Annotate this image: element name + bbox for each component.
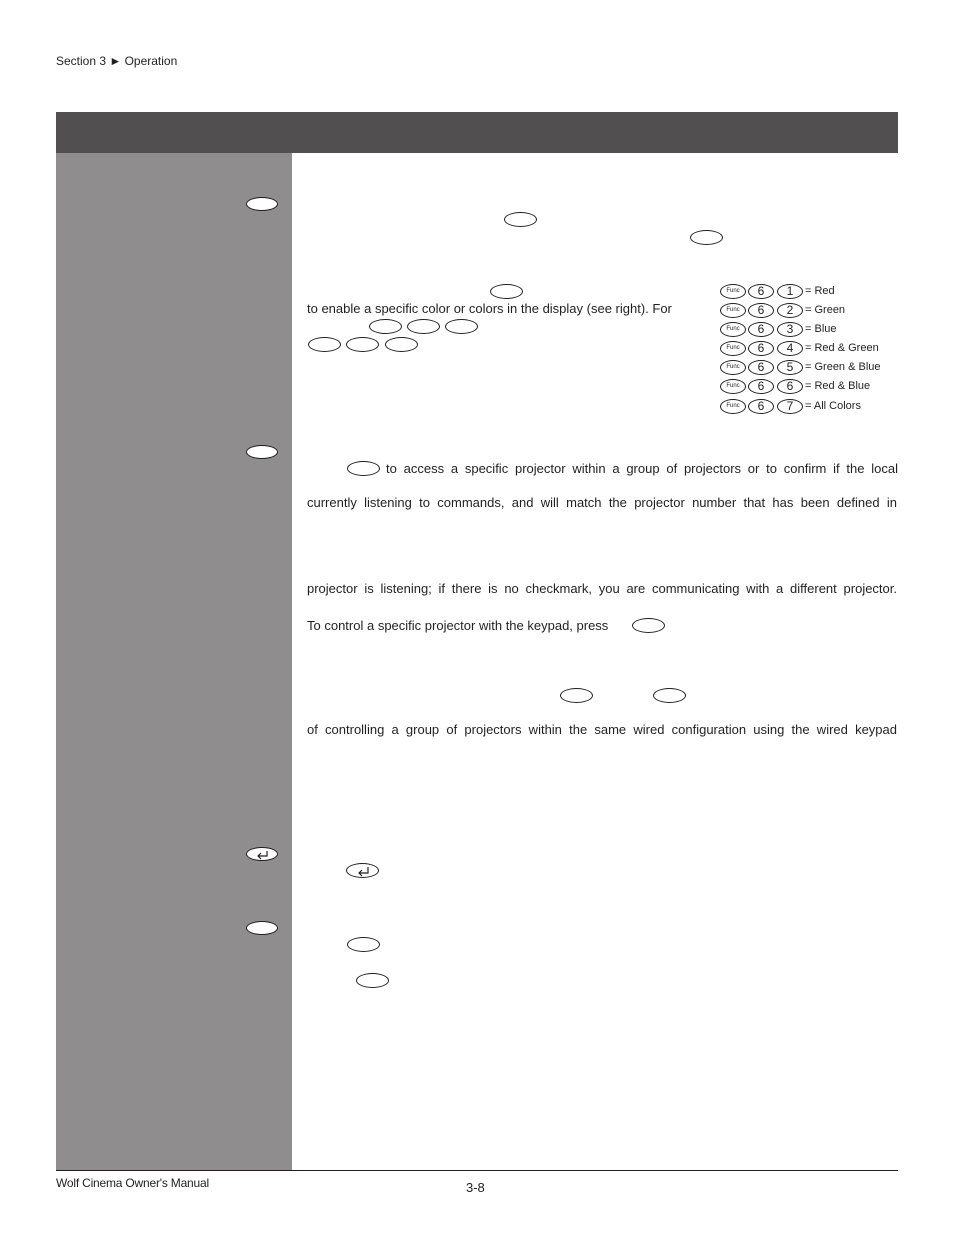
inline-key-icon — [490, 284, 523, 299]
inline-key-icon — [308, 337, 341, 352]
inline-key-icon — [445, 319, 478, 334]
inline-key-icon — [346, 337, 379, 352]
body-text-color: to enable a specific color or colors in the display (see right). For — [307, 301, 672, 316]
running-header: Section 3 ► Operation — [56, 54, 178, 68]
inline-key-icon — [369, 319, 402, 334]
number-key-icon: 6 — [777, 379, 803, 394]
footer-rule — [56, 1170, 898, 1171]
inline-key-icon — [560, 688, 593, 703]
number-key-icon: 6 — [748, 303, 774, 318]
page-number: 3-8 — [466, 1180, 485, 1195]
inline-enter-key-icon — [346, 863, 379, 878]
sidebar-column — [56, 153, 292, 1170]
body-text-projector-2: currently listening to commands, and will match the projector number that has been defined in — [307, 495, 897, 510]
func-key-icon: Func — [720, 360, 746, 375]
inline-key-icon — [653, 688, 686, 703]
inline-key-icon — [504, 212, 537, 227]
number-key-icon: 6 — [748, 399, 774, 414]
color-key-label: = Green & Blue — [805, 361, 881, 373]
func-key-icon: Func — [720, 284, 746, 299]
number-key-icon: 6 — [748, 360, 774, 375]
color-key-label: = Green — [805, 304, 846, 316]
body-text-projector-3: projector is listening; if there is no checkmark, you are communicating with a different projector. — [307, 581, 897, 596]
number-key-icon: 4 — [777, 341, 803, 356]
inline-key-icon — [690, 230, 723, 245]
body-text-projector-4: To control a specific projector with the keypad, press — [307, 618, 609, 633]
sidebar-key-icon — [246, 197, 278, 211]
sidebar-key-icon — [246, 921, 278, 935]
enter-arrow-icon — [247, 848, 279, 862]
sidebar-enter-key-icon — [246, 847, 278, 861]
inline-key-icon — [347, 461, 380, 476]
inline-key-icon — [407, 319, 440, 334]
number-key-icon: 6 — [748, 341, 774, 356]
color-key-label: = Blue — [805, 323, 837, 335]
func-key-icon: Func — [720, 303, 746, 318]
number-key-icon: 2 — [777, 303, 803, 318]
func-key-icon: Func — [720, 399, 746, 414]
number-key-icon: 7 — [777, 399, 803, 414]
func-key-icon: Func — [720, 322, 746, 337]
func-key-icon: Func — [720, 341, 746, 356]
sidebar-key-icon — [246, 445, 278, 459]
func-key-icon: Func — [720, 379, 746, 394]
number-key-icon: 1 — [777, 284, 803, 299]
number-key-icon: 6 — [748, 379, 774, 394]
inline-key-icon — [632, 618, 665, 633]
color-key-label: = All Colors — [805, 400, 861, 412]
body-text-projector-1: to access a specific projector within a group of projectors or to confirm if the local — [386, 461, 898, 476]
enter-arrow-icon — [347, 864, 380, 879]
color-key-label: = Red & Blue — [805, 380, 871, 392]
number-key-icon: 3 — [777, 322, 803, 337]
number-key-icon: 6 — [748, 322, 774, 337]
inline-key-icon — [356, 973, 389, 988]
inline-key-icon — [347, 937, 380, 952]
number-key-icon: 5 — [777, 360, 803, 375]
color-key-label: = Red & Green — [805, 342, 879, 354]
section-banner — [56, 112, 898, 153]
inline-key-icon — [385, 337, 418, 352]
color-key-label: = Red — [805, 285, 835, 297]
number-key-icon: 6 — [748, 284, 774, 299]
footer-manual-title: Wolf Cinema Owner's Manual — [56, 1176, 209, 1190]
body-text-group: of controlling a group of projectors within the same wired configuration using the wired keypad — [307, 722, 897, 737]
